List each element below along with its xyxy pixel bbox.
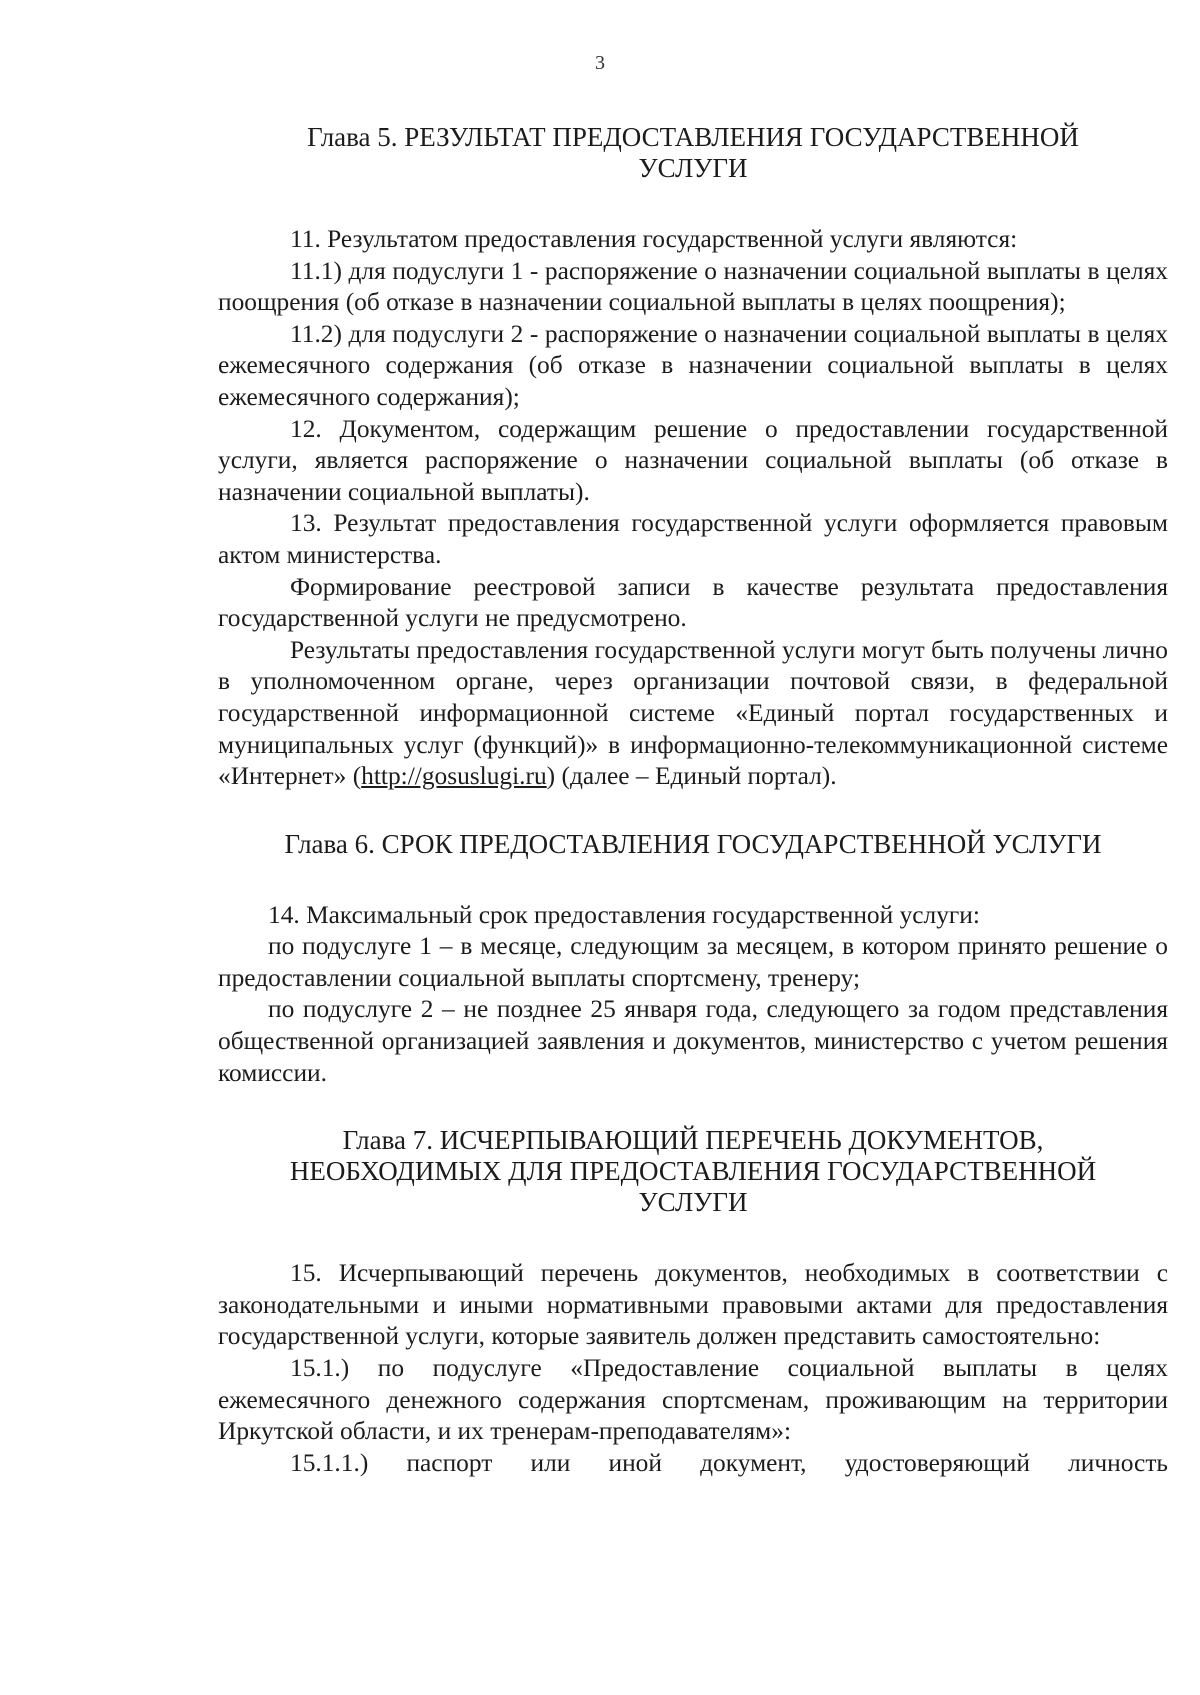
results-text: Результаты предоставления государственной услуги могут быть получены лично в уполномоченном органе, через организации почтовой связи, в федеральной государственной информационной системе «Единый портал государственных и муниципальных услуг (функций)» в информационно-телекоммуникационной системе «Интернет» <box>218 635 1168 791</box>
chapter-5-heading-line1: Глава 5. РЕЗУЛЬТАТ ПРЕДОСТАВЛЕНИЯ ГОСУДАРСТВЕННОЙ <box>307 122 1079 152</box>
paragraph-15-1-1: 15.1.1.) паспорт или иной документ, удостоверяющий личность <box>290 1448 1168 1477</box>
chapter-6-heading <box>218 829 1168 860</box>
chapter-7-heading-line1: Глава 7. ИСЧЕРПЫВАЮЩИЙ ПЕРЕЧЕНЬ ДОКУМЕНТОВ, <box>342 1125 1044 1156</box>
paragraph-15-1: 15.1.) по подуслуге «Предоставление социальной выплаты в целях ежемесячного денежного содержания спортсменам, проживающим на территории Иркутской области, и их тренерам-преподавателям»: <box>218 1354 1168 1446</box>
chapter-5-heading-line2: УСЛУГИ <box>638 153 748 183</box>
paragraph-14: 14. Максимальный срок предоставления государственной услуги: <box>268 900 980 929</box>
paragraph-13-registry: Формирование реестровой записи в качестве результата предоставления государственной услуги не предусмотрено. <box>218 572 1168 633</box>
chapter-6-heading-line: Глава 6. СРОК ПРЕДОСТАВЛЕНИЯ ГОСУДАРСТВЕННОЙ УСЛУГИ <box>284 828 1102 859</box>
paragraph-15: 15. Исчерпывающий перечень документов, необходимых в соответствии с законодательными и иными нормативными правовыми актами для предоставления государственной услуги, которые заявитель должен представить самостоятельно: <box>218 1259 1168 1351</box>
page-number: 3 <box>595 52 605 74</box>
chapter-5-heading <box>218 122 1168 184</box>
paragraph-12: 12. Документом, содержащим решение о предоставлении государственной услуги, является распоряжение о назначении социальной выплаты (об отказе в назначении социальной выплаты). <box>218 414 1168 506</box>
paragraph-14-sub2: по подуслуге 2 – не позднее 25 января года, следующего за годом представления общественной организацией заявления и документов, министерство с учетом решения комиссии. <box>218 995 1168 1087</box>
paragraph-11-1: 11.1) для подуслуги 1 - распоряжение о назначении социальной выплаты в целях поощрения (об отказе в назначении социальной выплаты в целях поощрения); <box>218 256 1168 317</box>
paragraph-13-results: Результаты предоставления государственной услуги могут быть получены лично в уполномоченном органе, через организации почтовой связи, в федеральной государственной информационной системе «Единый портал государственных и муниципальных услуг (функций)» в информационно-телекоммуникационной системе «Интернет» (http://gosuslugi.ru) (далее – Единый портал). <box>218 635 1168 791</box>
paragraph-11: 11. Результатом предоставления государственной услуги являются: <box>290 225 1018 253</box>
gosuslugi-link[interactable]: http://gosuslugi.ru <box>361 762 547 791</box>
paragraph-14-sub1: по подуслуге 1 – в месяце, следующим за месяцем, в котором принято решение о предоставлении социальной выплаты спортсмену, тренеру; <box>218 932 1168 992</box>
document-body <box>218 122 1168 1479</box>
results-tail: (далее – Единый портал). <box>561 762 837 791</box>
paragraph-13: 13. Результат предоставления государственной услуги оформляется правовым актом министерства. <box>218 509 1168 569</box>
chapter-7-heading-line2: НЕОБХОДИМЫХ ДЛЯ ПРЕДОСТАВЛЕНИЯ ГОСУДАРСТВЕННОЙ <box>289 1156 1097 1187</box>
chapter-7-heading <box>218 1125 1168 1218</box>
paragraph-11-2: 11.2) для подуслуги 2 - распоряжение о назначении социальной выплаты в целях ежемесячного содержания (об отказе в назначении социальной выплаты в целях ежемесячного содержания); <box>218 319 1168 411</box>
chapter-7-heading-line3: УСЛУГИ <box>638 1187 748 1218</box>
